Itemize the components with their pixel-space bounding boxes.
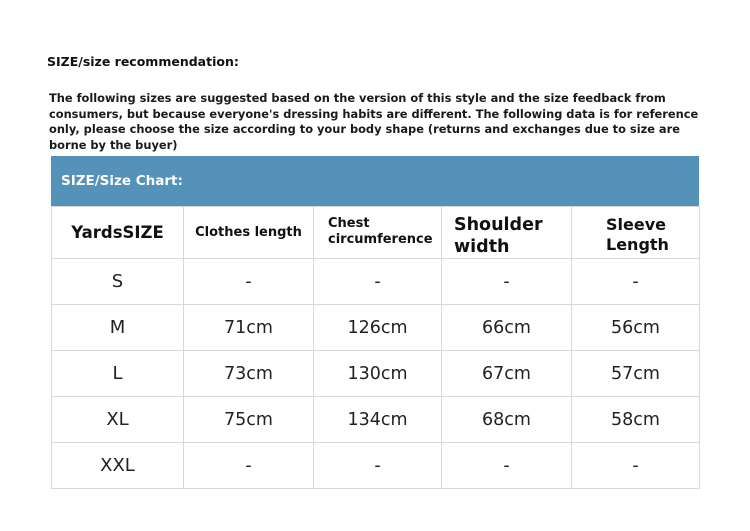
size-table (51, 206, 700, 489)
size-cell: XXL (52, 443, 184, 489)
value-cell: - (184, 259, 314, 305)
column-header-shoulder: Shoulder width (442, 207, 572, 259)
value-cell: 134cm (314, 397, 442, 443)
value-cell: 126cm (314, 305, 442, 351)
value-cell: - (572, 443, 700, 489)
value-cell: 67cm (442, 351, 572, 397)
value-cell: - (442, 259, 572, 305)
value-cell: - (442, 443, 572, 489)
table-row (52, 351, 700, 397)
column-header-size: YardsSIZE (52, 207, 184, 259)
table-row (52, 305, 700, 351)
value-cell: - (314, 443, 442, 489)
value-cell: - (572, 259, 700, 305)
column-header-sleeve: Sleeve Length (572, 207, 700, 259)
value-cell: 66cm (442, 305, 572, 351)
size-chart-title: SIZE/Size Chart: (51, 156, 699, 206)
value-cell: - (184, 443, 314, 489)
table-row (52, 397, 700, 443)
size-cell: XL (52, 397, 184, 443)
page-heading: SIZE/size recommendation: (47, 54, 239, 69)
table-row (52, 443, 700, 489)
value-cell: 57cm (572, 351, 700, 397)
value-cell: 56cm (572, 305, 700, 351)
column-header-clothes-length: Clothes length (184, 207, 314, 259)
value-cell: 75cm (184, 397, 314, 443)
table-header-row (52, 207, 700, 259)
intro-paragraph: The following sizes are suggested based on the version of this style and the size feedback from consumers, but because everyone's dressing habits are different. The following data is for reference only, please choose the size according to your body shape (returns and exchanges due to size are borne by the buyer) (49, 91, 699, 152)
value-cell: 71cm (184, 305, 314, 351)
size-cell: S (52, 259, 184, 305)
value-cell: - (314, 259, 442, 305)
table-row (52, 259, 700, 305)
size-chart (51, 156, 699, 489)
value-cell: 58cm (572, 397, 700, 443)
size-cell: M (52, 305, 184, 351)
size-cell: L (52, 351, 184, 397)
value-cell: 73cm (184, 351, 314, 397)
value-cell: 130cm (314, 351, 442, 397)
value-cell: 68cm (442, 397, 572, 443)
column-header-chest: Chest circumference (314, 207, 442, 259)
